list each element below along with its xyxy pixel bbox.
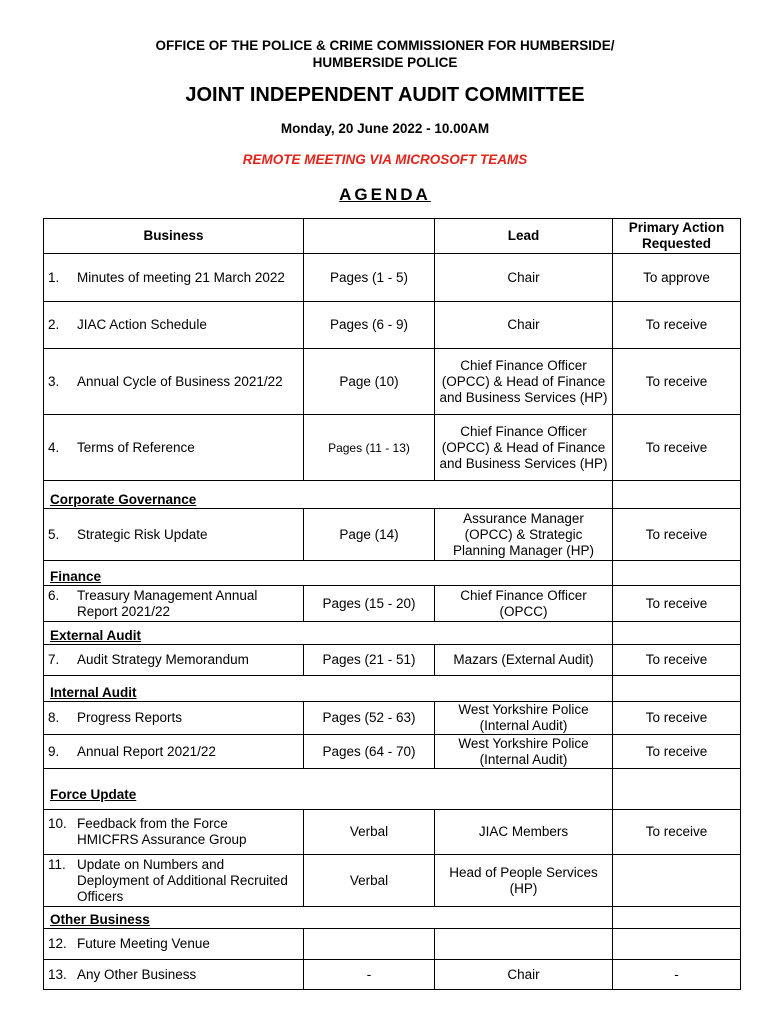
section-empty-cell [613, 561, 741, 586]
item-action: To approve [613, 254, 741, 302]
item-pages: Pages (15 - 20) [304, 586, 435, 622]
item-lead: Head of People Services (HP) [435, 855, 613, 907]
item-business [44, 509, 304, 561]
item-business [44, 960, 304, 990]
section-corporate-governance: Corporate Governance [44, 481, 613, 509]
item-number: 11. [48, 856, 66, 872]
item-title: Feedback from the Force HMICFRS Assurance Group [77, 816, 247, 847]
item-action: To receive [613, 415, 741, 481]
item-number: 12. [48, 936, 67, 951]
table-row [44, 855, 741, 907]
table-row [44, 929, 741, 960]
item-title: Treasury Management Annual Report 2021/22 [77, 587, 258, 619]
item-pages: Pages (21 - 51) [304, 645, 435, 676]
item-business [44, 415, 304, 481]
item-number: 1. [48, 269, 60, 285]
agenda-heading: AGENDA [339, 185, 431, 204]
item-action: To receive [613, 735, 741, 769]
table-row [44, 415, 741, 481]
table-row [44, 810, 741, 855]
item-pages: Page (10) [304, 349, 435, 415]
committee-title: JOINT INDEPENDENT AUDIT COMMITTEE [185, 84, 585, 106]
item-lead: Chair [435, 960, 613, 990]
item-title: Update on Numbers and Deployment of Additional Recruited Officers [77, 856, 288, 904]
header-pages [304, 219, 435, 254]
item-lead [435, 929, 613, 960]
item-number: 10. [48, 816, 67, 831]
item-number: 7. [48, 652, 60, 667]
item-title: Strategic Risk Update [77, 526, 208, 542]
item-pages: Pages (52 - 63) [304, 702, 435, 735]
table-header-row [44, 219, 741, 254]
item-action: To receive [613, 586, 741, 622]
item-pages: Pages (6 - 9) [304, 302, 435, 349]
header-primary-action-line1: Primary Action [628, 220, 725, 235]
header-primary-action-line2: Requested [641, 236, 712, 251]
item-business [44, 645, 304, 676]
table-row [44, 645, 741, 676]
item-title: Progress Reports [77, 710, 183, 725]
section-row [44, 481, 741, 509]
item-action: To receive [613, 702, 741, 735]
section-empty-cell [613, 481, 741, 509]
item-lead: Mazars (External Audit) [435, 645, 613, 676]
item-pages: Verbal [304, 810, 435, 855]
item-number: 4. [48, 439, 60, 455]
item-title: Audit Strategy Memorandum [77, 652, 249, 667]
item-action: - [613, 960, 741, 990]
item-pages: Verbal [304, 855, 435, 907]
item-pages: Pages (1 - 5) [304, 254, 435, 302]
item-title: Annual Cycle of Business 2021/22 [77, 373, 283, 389]
item-business [44, 302, 304, 349]
item-action: To receive [613, 349, 741, 415]
item-business [44, 254, 304, 302]
item-number: 8. [48, 710, 60, 725]
table-row [44, 349, 741, 415]
item-lead: West Yorkshire Police (Internal Audit) [435, 702, 613, 735]
header-lead: Lead [435, 219, 613, 254]
table-row [44, 702, 741, 735]
meeting-date: Monday, 20 June 2022 - 10.00AM [280, 121, 490, 136]
item-number: 5. [48, 526, 60, 542]
table-row [44, 509, 741, 561]
section-row [44, 622, 741, 645]
section-internal-audit: Internal Audit [44, 676, 613, 702]
item-lead: Chief Finance Officer (OPCC) & Head of Finance and Business Services (HP) [435, 415, 613, 481]
section-other-business: Other Business [44, 907, 613, 929]
table-row [44, 302, 741, 349]
item-number: 13. [48, 966, 67, 982]
item-lead: Chief Finance Officer (OPCC) [435, 586, 613, 622]
agenda-table [43, 218, 741, 990]
section-external-audit: External Audit [44, 622, 613, 645]
section-row [44, 676, 741, 702]
item-action: To receive [613, 810, 741, 855]
section-empty-cell [613, 676, 741, 702]
item-business [44, 810, 304, 855]
section-force-update: Force Update [44, 769, 613, 810]
item-pages: - [304, 960, 435, 990]
item-lead: Chair [435, 254, 613, 302]
item-title: Terms of Reference [77, 439, 195, 455]
section-row [44, 561, 741, 586]
section-empty-cell [613, 622, 741, 645]
item-lead: Assurance Manager (OPCC) & Strategic Planning Manager (HP) [435, 509, 613, 561]
table-row [44, 735, 741, 769]
item-business [44, 349, 304, 415]
table-row [44, 586, 741, 622]
organisation-line-1: OFFICE OF THE POLICE & CRIME COMMISSIONER FOR HUMBERSIDE/ [155, 38, 615, 53]
item-action [613, 855, 741, 907]
item-action [613, 929, 741, 960]
item-business [44, 929, 304, 960]
item-lead: Chair [435, 302, 613, 349]
item-lead: Chief Finance Officer (OPCC) & Head of Finance and Business Services (HP) [435, 349, 613, 415]
item-lead: JIAC Members [435, 810, 613, 855]
header-business: Business [44, 219, 304, 254]
item-title: Future Meeting Venue [77, 936, 210, 951]
item-business [44, 855, 304, 907]
item-number: 3. [48, 373, 60, 389]
section-empty-cell [613, 769, 741, 810]
section-row [44, 907, 741, 929]
item-action: To receive [613, 645, 741, 676]
section-empty-cell [613, 907, 741, 929]
section-row [44, 769, 741, 810]
item-number: 6. [48, 587, 60, 603]
item-number: 9. [48, 743, 60, 759]
organisation-heading [0, 37, 770, 71]
remote-meeting-note: REMOTE MEETING VIA MICROSOFT TEAMS [242, 152, 528, 167]
item-pages [304, 929, 435, 960]
organisation-line-2: HUMBERSIDE POLICE [312, 55, 458, 70]
item-business [44, 586, 304, 622]
item-pages: Pages (64 - 70) [304, 735, 435, 769]
item-action: To receive [613, 509, 741, 561]
table-row [44, 960, 741, 990]
item-action: To receive [613, 302, 741, 349]
section-finance: Finance [44, 561, 613, 586]
item-title: Annual Report 2021/22 [77, 743, 216, 759]
item-lead: West Yorkshire Police (Internal Audit) [435, 735, 613, 769]
item-pages: Page (14) [304, 509, 435, 561]
item-title: Any Other Business [77, 966, 197, 982]
item-business [44, 702, 304, 735]
item-number: 2. [48, 317, 60, 332]
item-pages: Pages (11 - 13) [304, 415, 435, 481]
item-title: Minutes of meeting 21 March 2022 [77, 269, 285, 285]
header-primary-action [613, 219, 741, 254]
item-title: JIAC Action Schedule [77, 317, 207, 332]
table-row [44, 254, 741, 302]
item-business [44, 735, 304, 769]
